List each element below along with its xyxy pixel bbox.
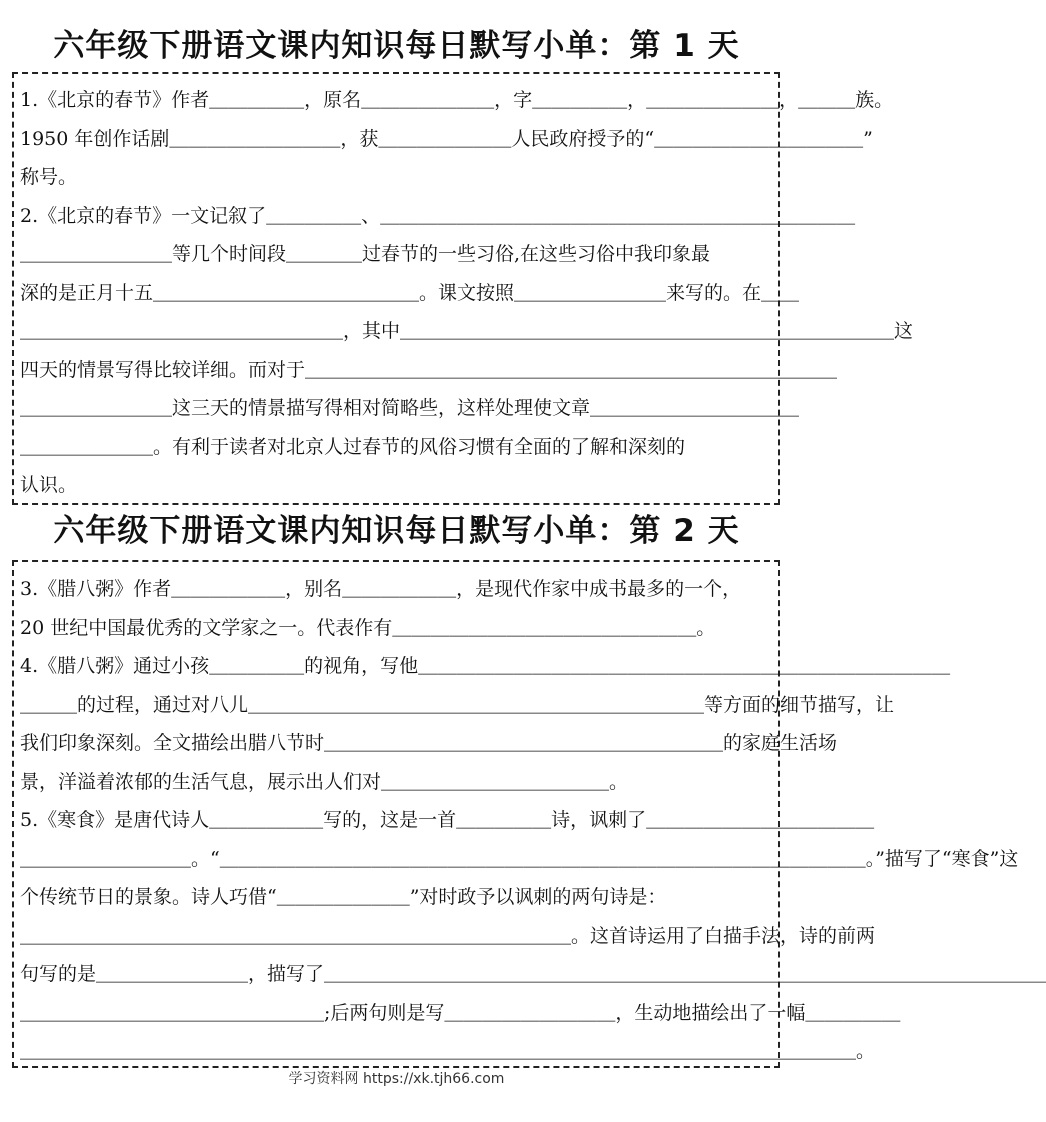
text-line: 1.《北京的春节》作者＿＿＿＿＿，原名＿＿＿＿＿＿＿，字＿＿＿＿＿，＿＿＿＿＿＿＿，＿＿＿族。 — [20, 89, 894, 111]
text-line: 称号。 — [20, 166, 78, 188]
text-line: 深的是正月十五＿＿＿＿＿＿＿＿＿＿＿＿＿＿。课文按照＿＿＿＿＿＿＿＿来写的。在＿＿ — [20, 281, 800, 304]
text-line: 3.《腊八粥》作者＿＿＿＿＿＿，别名＿＿＿＿＿＿，是现代作家中成书最多的一个， — [20, 578, 742, 600]
text-line: 20 世纪中国最优秀的文学家之一。代表作有＿＿＿＿＿＿＿＿＿＿＿＿＿＿＿＿。 — [20, 616, 716, 639]
text-line: ＿＿＿＿＿＿＿＿＿＿＿＿＿＿＿＿;后两句则是写＿＿＿＿＿＿＿＿＿，生动地描绘出了一幅＿＿＿＿＿ — [20, 1001, 901, 1024]
text-line: 个传统节日的景象。诗人巧借“＿＿＿＿＿＿＿”对时政予以讽刺的两句诗是： — [20, 886, 667, 908]
footer-watermark: 学习资料网 https://xk.tjh66.com — [288, 1071, 505, 1087]
text-line: 认识。 — [20, 474, 78, 496]
text-line: ＿＿＿＿＿＿＿＿这三天的情景描写得相对简略些，这样处理使文章＿＿＿＿＿＿＿＿＿＿＿ — [20, 397, 800, 419]
text-line: ＿＿＿＿＿＿＿＿＿＿＿＿＿＿＿＿＿＿＿＿＿＿＿＿＿＿＿＿＿。这首诗运用了白描手法，诗的前两 — [20, 924, 876, 947]
text-line: 4.《腊八粥》通过小孩＿＿＿＿＿的视角，写他＿＿＿＿＿＿＿＿＿＿＿＿＿＿＿＿＿＿＿＿＿＿＿＿＿＿＿＿ — [20, 655, 951, 677]
text-line: 1950 年创作话剧＿＿＿＿＿＿＿＿＿，获＿＿＿＿＿＿＿人民政府授予的“＿＿＿＿＿＿＿＿＿＿＿” — [20, 127, 873, 150]
text-line: ＿＿＿＿＿＿＿＿＿＿＿＿＿＿＿＿＿，其中＿＿＿＿＿＿＿＿＿＿＿＿＿＿＿＿＿＿＿＿＿＿＿＿＿＿这 — [20, 320, 914, 342]
text-line: 我们印象深刻。全文描绘出腊八节时＿＿＿＿＿＿＿＿＿＿＿＿＿＿＿＿＿＿＿＿＿的家庭生活场 — [20, 732, 838, 754]
text-line: 2.《北京的春节》一文记叙了＿＿＿＿＿、＿＿＿＿＿＿＿＿＿＿＿＿＿＿＿＿＿＿＿＿＿＿＿＿＿ — [20, 204, 856, 227]
day2-body — [20, 570, 1046, 1071]
text-line: 句写的是＿＿＿＿＿＿＿＿，描写了＿＿＿＿＿＿＿＿＿＿＿＿＿＿＿＿＿＿＿＿＿＿＿＿＿＿＿＿＿＿＿＿＿＿＿＿＿＿ — [20, 963, 1046, 985]
text-line: 四天的情景写得比较详细。而对于＿＿＿＿＿＿＿＿＿＿＿＿＿＿＿＿＿＿＿＿＿＿＿＿＿＿＿＿ — [20, 358, 838, 381]
day2-title: 六年级下册语文课内知识每日默写小单：第 2 天 — [53, 513, 740, 549]
text-line: ＿＿＿的过程，通过对八儿＿＿＿＿＿＿＿＿＿＿＿＿＿＿＿＿＿＿＿＿＿＿＿＿等方面的细节描写，让 — [20, 693, 895, 716]
day1-title: 六年级下册语文课内知识每日默写小单：第 1 天 — [53, 28, 740, 64]
text-line: ＿＿＿＿＿＿＿。有利于读者对北京人过春节的风俗习惯有全面的了解和深刻的 — [20, 435, 686, 458]
day1-body — [20, 81, 914, 505]
text-line: ＿＿＿＿＿＿＿＿＿＿＿＿＿＿＿＿＿＿＿＿＿＿＿＿＿＿＿＿＿＿＿＿＿＿＿＿＿＿＿＿＿＿＿＿。 — [20, 1040, 876, 1062]
text-line: ＿＿＿＿＿＿＿＿等几个时间段＿＿＿＿过春节的一些习俗,在这些习俗中我印象最 — [20, 243, 711, 265]
text-line: 5.《寒食》是唐代诗人＿＿＿＿＿＿写的，这是一首＿＿＿＿＿诗，讽刺了＿＿＿＿＿＿＿＿＿＿＿＿ — [20, 809, 875, 831]
text-line: ＿＿＿＿＿＿＿＿＿。“＿＿＿＿＿＿＿＿＿＿＿＿＿＿＿＿＿＿＿＿＿＿＿＿＿＿＿＿＿＿＿＿＿＿。”描写了“寒食”这 — [20, 847, 1019, 870]
text-line: 景，洋溢着浓郁的生活气息，展示出人们对＿＿＿＿＿＿＿＿＿＿＿＿。 — [20, 770, 629, 793]
